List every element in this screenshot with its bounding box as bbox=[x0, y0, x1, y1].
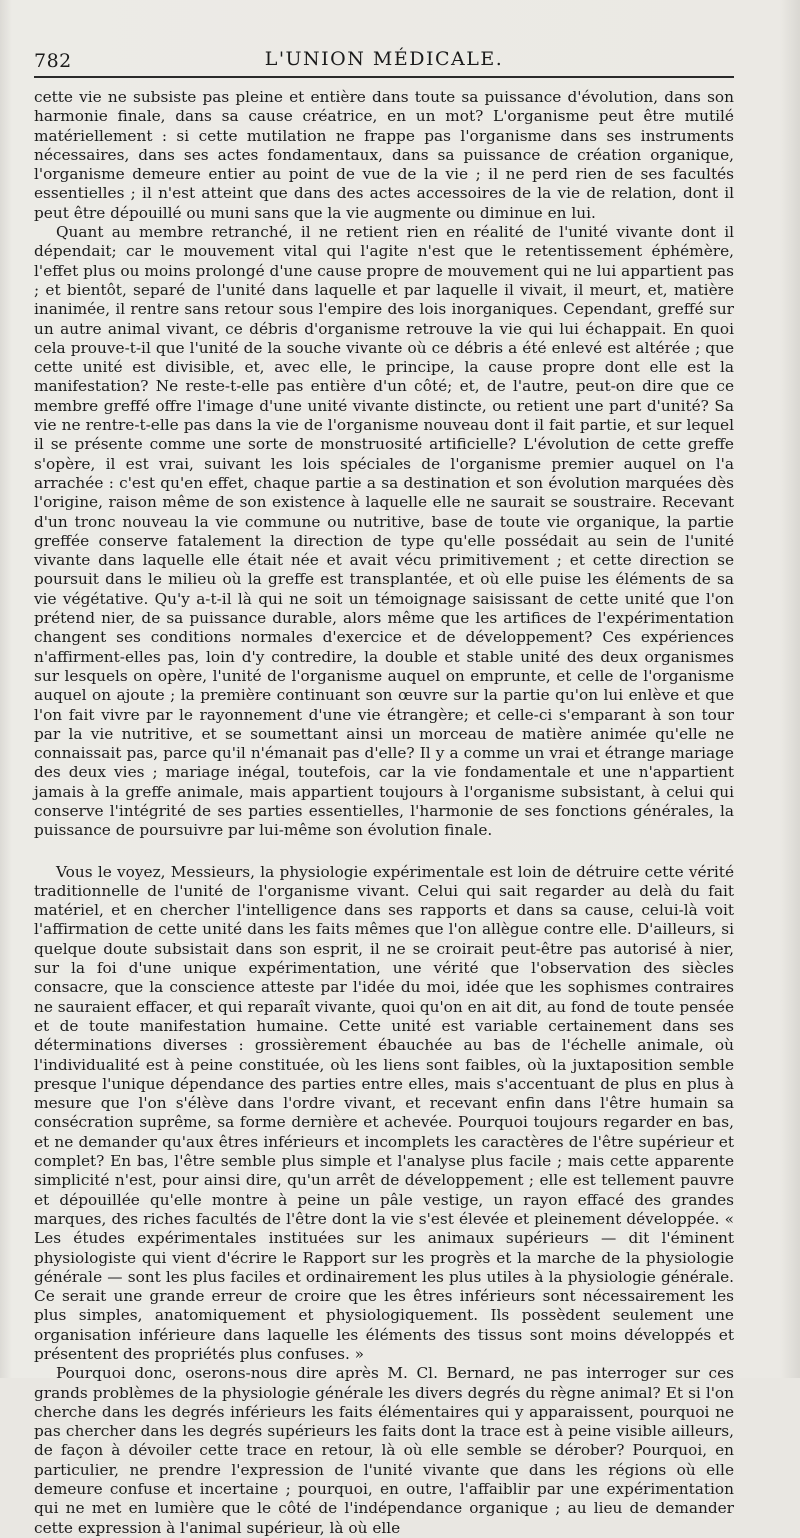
paragraph: Pourquoi donc, oserons-nous dire après M. Cl. Bernard, ne pas interroger sur ces grands problèmes de la physiologie générale les divers degrés du règne animal? Et si l'on cherche dans les degrés inférieurs les faits élémentaires qui y apparaissent, pourquoi ne pas chercher dans les degrés supérieurs les faits dont la trace est à peine visible ailleurs, de façon à dévoiler cette trace en retour, là où elle semble se dérober? Pourquoi, en particulier, ne prendre l'expression de l'unité vivante que dans les régions où elle demeure confuse et incertaine ; pourquoi, en outre, l'affaiblir par une expérimentation qui ne met en lumière que le côté de l'indépendance organique ; au lieu de demander cette expression à l'animal supérieur, là où elle bbox=[34, 1364, 734, 1537]
page-header bbox=[34, 44, 734, 74]
header-rule bbox=[34, 76, 734, 78]
paragraph-continued: cette vie ne subsiste pas pleine et entière dans toute sa puissance d'évolution, dans son harmonie finale, dans sa cause créatrice, en un mot? L'organisme peut être mutilé matériellement : si cette mutilation ne frappe pas l'organisme dans ses instruments nécessaires, dans ses actes fondamentaux, dans sa puissance de création organique, l'organisme demeure entier au point de vue de la vie ; il ne perd rien de ses facultés essentielles ; il n'est atteint que dans des actes accessoires de la vie de relation, dont il peut être dépouillé ou muni sans que la vie augmente ou diminue en lui. bbox=[34, 88, 734, 222]
page-number: 782 bbox=[34, 50, 72, 72]
paragraph: Vous le voyez, Messieurs, la physiologie expérimentale est loin de détruire cette vérité traditionnelle de l'unité de l'organisme vivant. Celui qui sait regarder au delà du fait matériel, et en chercher l'intelligence dans ses rapports et dans sa cause, celui-là voit l'affirmation de cette unité dans les faits mêmes que l'on allègue contre elle. D'ailleurs, si quelque doute subsistait dans son esprit, il ne se croirait peut-être pas autorisé à nier, sur la foi d'une unique expérimentation, une vérité que l'observation des siècles consacre, que la conscience atteste par l'idée du moi, idée que les sophismes contraires ne sauraient effacer, et qui reparaît vivante, quoi qu'on en ait dit, au fond de toute pensée et de toute manifestation humaine. Cette unité est variable certainement dans ses déterminations diverses : grossièrement ébauchée au bas de l'échelle animale, où l'individualité est à peine constituée, où les liens sont faibles, où la juxtaposition semble presque l'unique dépendance des parties entre elles, mais s'accentuant de plus en plus à mesure que l'on s'élève dans l'ordre vivant, et recevant enfin dans l'être humain sa consécration suprême, sa forme dernière et achevée. Pourquoi toujours regarder en bas, et ne demander qu'aux êtres inférieurs et incomplets les caractères de l'être supérieur et complet? En bas, l'être semble plus simple et l'analyse plus facile ; mais cette apparente simplicité n'est, pour ainsi dire, qu'un arrêt de développement ; elle est tellement pauvre et dépouillée qu'elle montre à peine un pâle vestige, un rayon effacé des grandes marques, des riches facultés de l'être dont la vie s'est élevée et pleinement développée. « Les études expérimentales instituées sur les animaux supérieurs — dit l'éminent physiologiste qui vient d'écrire le Rapport sur les progrès et la marche de la physiologie générale — sont les plus faciles et ordinairement les plus utiles à la physiologie générale. Ce serait une grande erreur de croire que les êtres inférieurs sont nécessairement les plus simples, anatomiquement et physiologiquement. Ils possèdent seulement une organisation inférieure dans laquelle les éléments des tissus sont moins développés et présentent des propriétés plus confuses. » bbox=[34, 862, 734, 1363]
paragraph: Quant au membre retranché, il ne retient rien en réalité de l'unité vivante dont il dépendait; car le mouvement vital qui l'agite n'est que le retentissement éphémère, l'effet plus ou moins prolongé d'une cause propre de mouvement qui ne lui appartient pas ; et bientôt, separé de l'unité dans laquelle et par laquelle il vivait, il meurt, et, matière inanimée, il rentre sans retour sous l'empire des lois inorganiques. Cependant, greffé sur un autre animal vivant, ce débris d'organisme retrouve la vie qui lui échappait. En quoi cela prouve-t-il que l'unité de la souche vivante où ce débris a été enlevé est altérée ; que cette unité est divisible, et, avec elle, le principe, la cause propre dont elle est la manifestation? Ne reste-t-elle pas entière d'un côté; et, de l'autre, peut-on dire que ce membre greffé offre l'image d'une unité vivante distincte, ou retient une part d'unité? Sa vie ne rentre-t-elle pas dans la vie de l'organisme nouveau dont il fait partie, et sur lequel il se présente comme une sorte de monstruosité artificielle? L'évolution de cette greffe s'opère, il est vrai, suivant les lois spéciales de l'organisme premier auquel on l'a arrachée : c'est qu'en effet, chaque partie a sa destination et son évolution marquées dès l'origine, raison même de son existence à laquelle elle ne saurait se soustraire. Recevant d'un tronc nouveau la vie commune ou nutritive, base de toute vie organique, la partie greffée conserve fatalement la direction de type qu'elle possédait au sein de l'unité vivante dans laquelle elle était née et avait vécu primitivement ; et cette direction se poursuit dans le milieu où la greffe est transplantée, et où elle puise les éléments de sa vie végétative. Qu'y a-t-il là qui ne soit un témoignage saisissant de cette unité que l'on prétend nier, de sa puissance durable, alors même que les artifices de l'expérimentation changent ses conditions normales d'exercice et de développement? Ces expériences n'affirment-elles pas, loin d'y contredire, la double et stable unité des deux organismes sur lesquels on opère, l'unité de l'organisme auquel on emprunte, et celle de l'organisme auquel on ajoute ; la première continuant son œuvre sur la partie qu'on lui enlève et que l'on fait vivre par le rayonnement d'une vie étrangère; et celle-ci s'emparant à son tour par la vie nutritive, et se soumettant ainsi un morceau de matière animée qu'elle ne connaissait pas, parce qu'il n'émanait pas d'elle? Il y a comme un vrai et étrange mariage des deux vies ; mariage inégal, toutefois, car la vie fondamentale et une n'appartient jamais à la greffe animale, mais appartient toujours à l'organisme subsistant, à celui qui conserve l'intégrité de ses parties essentielles, l'harmonie de ses fonctions générales, la puissance de poursuivre par lui-même son évolution finale. bbox=[34, 223, 734, 840]
body-text bbox=[34, 88, 734, 1538]
running-title: L'UNION MÉDICALE. bbox=[264, 48, 504, 70]
